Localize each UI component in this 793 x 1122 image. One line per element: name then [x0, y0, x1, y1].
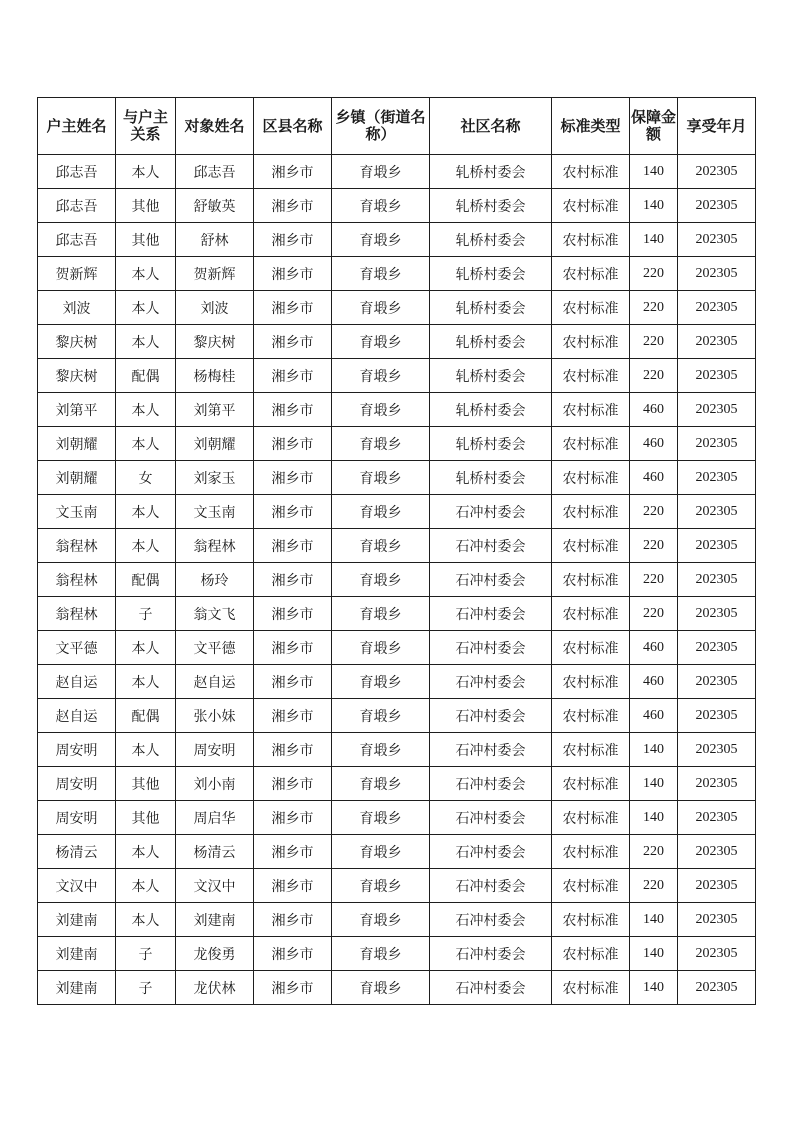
cell-township: 育塅乡 — [332, 767, 430, 801]
cell-month: 202305 — [678, 597, 756, 631]
cell-amount: 460 — [630, 393, 678, 427]
cell-relation: 本人 — [116, 155, 176, 189]
table-row — [38, 801, 756, 835]
cell-relation: 配偶 — [116, 359, 176, 393]
cell-subject-name: 贺新辉 — [176, 257, 254, 291]
cell-county: 湘乡市 — [254, 495, 332, 529]
cell-relation: 本人 — [116, 665, 176, 699]
cell-community: 石冲村委会 — [430, 665, 552, 699]
table-row — [38, 971, 756, 1005]
cell-county: 湘乡市 — [254, 461, 332, 495]
cell-month: 202305 — [678, 631, 756, 665]
cell-relation: 本人 — [116, 869, 176, 903]
cell-subject-name: 杨玲 — [176, 563, 254, 597]
cell-county: 湘乡市 — [254, 767, 332, 801]
table-row — [38, 733, 756, 767]
cell-amount: 220 — [630, 325, 678, 359]
cell-amount: 460 — [630, 699, 678, 733]
cell-community: 石冲村委会 — [430, 869, 552, 903]
cell-amount: 220 — [630, 869, 678, 903]
cell-householder-name: 刘波 — [38, 291, 116, 325]
cell-month: 202305 — [678, 563, 756, 597]
cell-month: 202305 — [678, 971, 756, 1005]
cell-subject-name: 刘小南 — [176, 767, 254, 801]
cell-amount: 220 — [630, 257, 678, 291]
cell-standard-type: 农村标准 — [552, 155, 630, 189]
cell-county: 湘乡市 — [254, 869, 332, 903]
cell-amount: 140 — [630, 767, 678, 801]
header-county: 区县名称 — [254, 98, 332, 155]
cell-householder-name: 刘建南 — [38, 937, 116, 971]
cell-county: 湘乡市 — [254, 325, 332, 359]
cell-month: 202305 — [678, 937, 756, 971]
table-row — [38, 155, 756, 189]
table-row — [38, 257, 756, 291]
cell-community: 轧桥村委会 — [430, 223, 552, 257]
cell-month: 202305 — [678, 495, 756, 529]
cell-community: 轧桥村委会 — [430, 359, 552, 393]
cell-subject-name: 赵自运 — [176, 665, 254, 699]
cell-standard-type: 农村标准 — [552, 767, 630, 801]
cell-standard-type: 农村标准 — [552, 903, 630, 937]
cell-township: 育塅乡 — [332, 801, 430, 835]
cell-township: 育塅乡 — [332, 359, 430, 393]
cell-month: 202305 — [678, 427, 756, 461]
table-row — [38, 189, 756, 223]
cell-county: 湘乡市 — [254, 665, 332, 699]
cell-subject-name: 翁程林 — [176, 529, 254, 563]
cell-subject-name: 文玉南 — [176, 495, 254, 529]
cell-householder-name: 翁程林 — [38, 563, 116, 597]
cell-county: 湘乡市 — [254, 155, 332, 189]
cell-standard-type: 农村标准 — [552, 393, 630, 427]
cell-township: 育塅乡 — [332, 563, 430, 597]
cell-township: 育塅乡 — [332, 223, 430, 257]
cell-amount: 140 — [630, 223, 678, 257]
cell-community: 轧桥村委会 — [430, 427, 552, 461]
cell-month: 202305 — [678, 665, 756, 699]
cell-township: 育塅乡 — [332, 903, 430, 937]
cell-householder-name: 黎庆树 — [38, 325, 116, 359]
cell-standard-type: 农村标准 — [552, 257, 630, 291]
table-row — [38, 359, 756, 393]
cell-standard-type: 农村标准 — [552, 325, 630, 359]
cell-amount: 140 — [630, 189, 678, 223]
cell-township: 育塅乡 — [332, 869, 430, 903]
cell-amount: 220 — [630, 291, 678, 325]
cell-subject-name: 文汉中 — [176, 869, 254, 903]
table-row — [38, 529, 756, 563]
cell-householder-name: 邱志吾 — [38, 189, 116, 223]
cell-standard-type: 农村标准 — [552, 835, 630, 869]
cell-standard-type: 农村标准 — [552, 869, 630, 903]
table-body — [38, 155, 756, 1005]
cell-amount: 460 — [630, 631, 678, 665]
cell-householder-name: 杨清云 — [38, 835, 116, 869]
table-row — [38, 393, 756, 427]
cell-standard-type: 农村标准 — [552, 529, 630, 563]
cell-subject-name: 周安明 — [176, 733, 254, 767]
cell-standard-type: 农村标准 — [552, 291, 630, 325]
cell-relation: 其他 — [116, 767, 176, 801]
table-row — [38, 665, 756, 699]
cell-householder-name: 刘朝耀 — [38, 427, 116, 461]
cell-subject-name: 舒林 — [176, 223, 254, 257]
table-row — [38, 563, 756, 597]
cell-month: 202305 — [678, 257, 756, 291]
cell-community: 轧桥村委会 — [430, 461, 552, 495]
cell-relation: 子 — [116, 597, 176, 631]
cell-month: 202305 — [678, 529, 756, 563]
cell-householder-name: 翁程林 — [38, 529, 116, 563]
cell-township: 育塅乡 — [332, 665, 430, 699]
cell-relation: 女 — [116, 461, 176, 495]
cell-subject-name: 刘家玉 — [176, 461, 254, 495]
cell-subject-name: 刘第平 — [176, 393, 254, 427]
cell-standard-type: 农村标准 — [552, 801, 630, 835]
header-community: 社区名称 — [430, 98, 552, 155]
cell-month: 202305 — [678, 835, 756, 869]
cell-month: 202305 — [678, 325, 756, 359]
table-row — [38, 767, 756, 801]
cell-amount: 220 — [630, 563, 678, 597]
cell-county: 湘乡市 — [254, 563, 332, 597]
cell-householder-name: 黎庆树 — [38, 359, 116, 393]
cell-county: 湘乡市 — [254, 937, 332, 971]
cell-standard-type: 农村标准 — [552, 563, 630, 597]
cell-subject-name: 邱志吾 — [176, 155, 254, 189]
cell-householder-name: 刘建南 — [38, 903, 116, 937]
cell-householder-name: 周安明 — [38, 801, 116, 835]
cell-relation: 子 — [116, 937, 176, 971]
cell-community: 石冲村委会 — [430, 733, 552, 767]
header-row — [38, 98, 756, 155]
cell-standard-type: 农村标准 — [552, 223, 630, 257]
cell-township: 育塅乡 — [332, 257, 430, 291]
cell-standard-type: 农村标准 — [552, 495, 630, 529]
cell-householder-name: 邱志吾 — [38, 223, 116, 257]
cell-relation: 本人 — [116, 291, 176, 325]
cell-amount: 220 — [630, 495, 678, 529]
cell-township: 育塅乡 — [332, 189, 430, 223]
cell-householder-name: 文汉中 — [38, 869, 116, 903]
cell-relation: 子 — [116, 971, 176, 1005]
cell-subject-name: 龙俊勇 — [176, 937, 254, 971]
table-row — [38, 699, 756, 733]
cell-month: 202305 — [678, 903, 756, 937]
table-row — [38, 597, 756, 631]
cell-standard-type: 农村标准 — [552, 699, 630, 733]
cell-relation: 本人 — [116, 835, 176, 869]
cell-subject-name: 刘建南 — [176, 903, 254, 937]
cell-community: 石冲村委会 — [430, 767, 552, 801]
cell-township: 育塅乡 — [332, 495, 430, 529]
cell-community: 轧桥村委会 — [430, 155, 552, 189]
cell-month: 202305 — [678, 359, 756, 393]
cell-subject-name: 舒敏英 — [176, 189, 254, 223]
cell-amount: 140 — [630, 937, 678, 971]
cell-month: 202305 — [678, 801, 756, 835]
cell-subject-name: 周启华 — [176, 801, 254, 835]
cell-community: 石冲村委会 — [430, 631, 552, 665]
cell-month: 202305 — [678, 869, 756, 903]
header-amount: 保障金额 — [630, 98, 678, 155]
cell-county: 湘乡市 — [254, 427, 332, 461]
cell-relation: 本人 — [116, 427, 176, 461]
cell-community: 石冲村委会 — [430, 529, 552, 563]
header-standard-type: 标准类型 — [552, 98, 630, 155]
cell-standard-type: 农村标准 — [552, 733, 630, 767]
cell-community: 石冲村委会 — [430, 597, 552, 631]
cell-standard-type: 农村标准 — [552, 665, 630, 699]
cell-community: 石冲村委会 — [430, 971, 552, 1005]
cell-standard-type: 农村标准 — [552, 189, 630, 223]
table-row — [38, 869, 756, 903]
header-month: 享受年月 — [678, 98, 756, 155]
cell-township: 育塅乡 — [332, 461, 430, 495]
cell-standard-type: 农村标准 — [552, 427, 630, 461]
table-row — [38, 291, 756, 325]
cell-relation: 本人 — [116, 495, 176, 529]
cell-township: 育塅乡 — [332, 835, 430, 869]
cell-county: 湘乡市 — [254, 257, 332, 291]
cell-relation: 其他 — [116, 223, 176, 257]
cell-township: 育塅乡 — [332, 733, 430, 767]
cell-householder-name: 贺新辉 — [38, 257, 116, 291]
cell-community: 石冲村委会 — [430, 937, 552, 971]
cell-month: 202305 — [678, 223, 756, 257]
header-relation: 与户主关系 — [116, 98, 176, 155]
cell-community: 石冲村委会 — [430, 495, 552, 529]
cell-month: 202305 — [678, 733, 756, 767]
cell-householder-name: 赵自运 — [38, 665, 116, 699]
cell-community: 轧桥村委会 — [430, 325, 552, 359]
table-row — [38, 903, 756, 937]
cell-amount: 460 — [630, 665, 678, 699]
table-row — [38, 835, 756, 869]
cell-subject-name: 龙伏林 — [176, 971, 254, 1005]
cell-month: 202305 — [678, 155, 756, 189]
cell-amount: 220 — [630, 835, 678, 869]
cell-standard-type: 农村标准 — [552, 359, 630, 393]
cell-county: 湘乡市 — [254, 529, 332, 563]
table-row — [38, 495, 756, 529]
cell-township: 育塅乡 — [332, 393, 430, 427]
cell-standard-type: 农村标准 — [552, 597, 630, 631]
cell-county: 湘乡市 — [254, 699, 332, 733]
cell-township: 育塅乡 — [332, 937, 430, 971]
cell-relation: 本人 — [116, 733, 176, 767]
cell-county: 湘乡市 — [254, 189, 332, 223]
cell-relation: 配偶 — [116, 563, 176, 597]
cell-subject-name: 文平德 — [176, 631, 254, 665]
cell-community: 轧桥村委会 — [430, 393, 552, 427]
cell-township: 育塅乡 — [332, 597, 430, 631]
cell-subject-name: 翁文飞 — [176, 597, 254, 631]
cell-county: 湘乡市 — [254, 903, 332, 937]
cell-township: 育塅乡 — [332, 529, 430, 563]
cell-relation: 本人 — [116, 903, 176, 937]
cell-subject-name: 刘朝耀 — [176, 427, 254, 461]
cell-amount: 140 — [630, 971, 678, 1005]
cell-community: 轧桥村委会 — [430, 189, 552, 223]
cell-householder-name: 刘朝耀 — [38, 461, 116, 495]
cell-amount: 140 — [630, 903, 678, 937]
cell-amount: 460 — [630, 427, 678, 461]
cell-householder-name: 刘建南 — [38, 971, 116, 1005]
cell-relation: 配偶 — [116, 699, 176, 733]
cell-community: 轧桥村委会 — [430, 291, 552, 325]
cell-township: 育塅乡 — [332, 325, 430, 359]
table-row — [38, 325, 756, 359]
cell-relation: 本人 — [116, 257, 176, 291]
assistance-roster-table — [37, 97, 756, 1005]
cell-community: 石冲村委会 — [430, 801, 552, 835]
cell-standard-type: 农村标准 — [552, 937, 630, 971]
table-row — [38, 223, 756, 257]
cell-township: 育塅乡 — [332, 155, 430, 189]
cell-county: 湘乡市 — [254, 291, 332, 325]
cell-community: 石冲村委会 — [430, 699, 552, 733]
cell-amount: 140 — [630, 801, 678, 835]
cell-householder-name: 文玉南 — [38, 495, 116, 529]
cell-township: 育塅乡 — [332, 631, 430, 665]
cell-township: 育塅乡 — [332, 971, 430, 1005]
header-township: 乡镇（街道名称） — [332, 98, 430, 155]
cell-amount: 460 — [630, 461, 678, 495]
cell-county: 湘乡市 — [254, 835, 332, 869]
cell-relation: 本人 — [116, 631, 176, 665]
table-row — [38, 631, 756, 665]
table-row — [38, 937, 756, 971]
cell-householder-name: 周安明 — [38, 767, 116, 801]
cell-township: 育塅乡 — [332, 699, 430, 733]
cell-householder-name: 刘第平 — [38, 393, 116, 427]
cell-standard-type: 农村标准 — [552, 461, 630, 495]
cell-householder-name: 周安明 — [38, 733, 116, 767]
cell-relation: 其他 — [116, 801, 176, 835]
cell-amount: 140 — [630, 155, 678, 189]
cell-householder-name: 翁程林 — [38, 597, 116, 631]
cell-county: 湘乡市 — [254, 223, 332, 257]
cell-community: 轧桥村委会 — [430, 257, 552, 291]
cell-community: 石冲村委会 — [430, 563, 552, 597]
header-subject-name: 对象姓名 — [176, 98, 254, 155]
cell-amount: 140 — [630, 733, 678, 767]
cell-month: 202305 — [678, 767, 756, 801]
cell-county: 湘乡市 — [254, 631, 332, 665]
cell-month: 202305 — [678, 393, 756, 427]
cell-relation: 其他 — [116, 189, 176, 223]
cell-township: 育塅乡 — [332, 291, 430, 325]
cell-month: 202305 — [678, 461, 756, 495]
cell-community: 石冲村委会 — [430, 835, 552, 869]
table-row — [38, 461, 756, 495]
header-householder-name: 户主姓名 — [38, 98, 116, 155]
cell-householder-name: 赵自运 — [38, 699, 116, 733]
cell-householder-name: 邱志吾 — [38, 155, 116, 189]
cell-subject-name: 杨梅桂 — [176, 359, 254, 393]
cell-month: 202305 — [678, 189, 756, 223]
cell-amount: 220 — [630, 597, 678, 631]
cell-county: 湘乡市 — [254, 597, 332, 631]
cell-subject-name: 黎庆树 — [176, 325, 254, 359]
cell-county: 湘乡市 — [254, 733, 332, 767]
cell-relation: 本人 — [116, 393, 176, 427]
cell-township: 育塅乡 — [332, 427, 430, 461]
cell-subject-name: 张小妹 — [176, 699, 254, 733]
cell-standard-type: 农村标准 — [552, 971, 630, 1005]
cell-subject-name: 刘波 — [176, 291, 254, 325]
cell-month: 202305 — [678, 291, 756, 325]
cell-county: 湘乡市 — [254, 359, 332, 393]
cell-standard-type: 农村标准 — [552, 631, 630, 665]
cell-relation: 本人 — [116, 325, 176, 359]
cell-amount: 220 — [630, 529, 678, 563]
cell-subject-name: 杨清云 — [176, 835, 254, 869]
cell-householder-name: 文平德 — [38, 631, 116, 665]
cell-county: 湘乡市 — [254, 393, 332, 427]
table-row — [38, 427, 756, 461]
cell-county: 湘乡市 — [254, 801, 332, 835]
cell-community: 石冲村委会 — [430, 903, 552, 937]
cell-amount: 220 — [630, 359, 678, 393]
cell-month: 202305 — [678, 699, 756, 733]
cell-relation: 本人 — [116, 529, 176, 563]
cell-county: 湘乡市 — [254, 971, 332, 1005]
